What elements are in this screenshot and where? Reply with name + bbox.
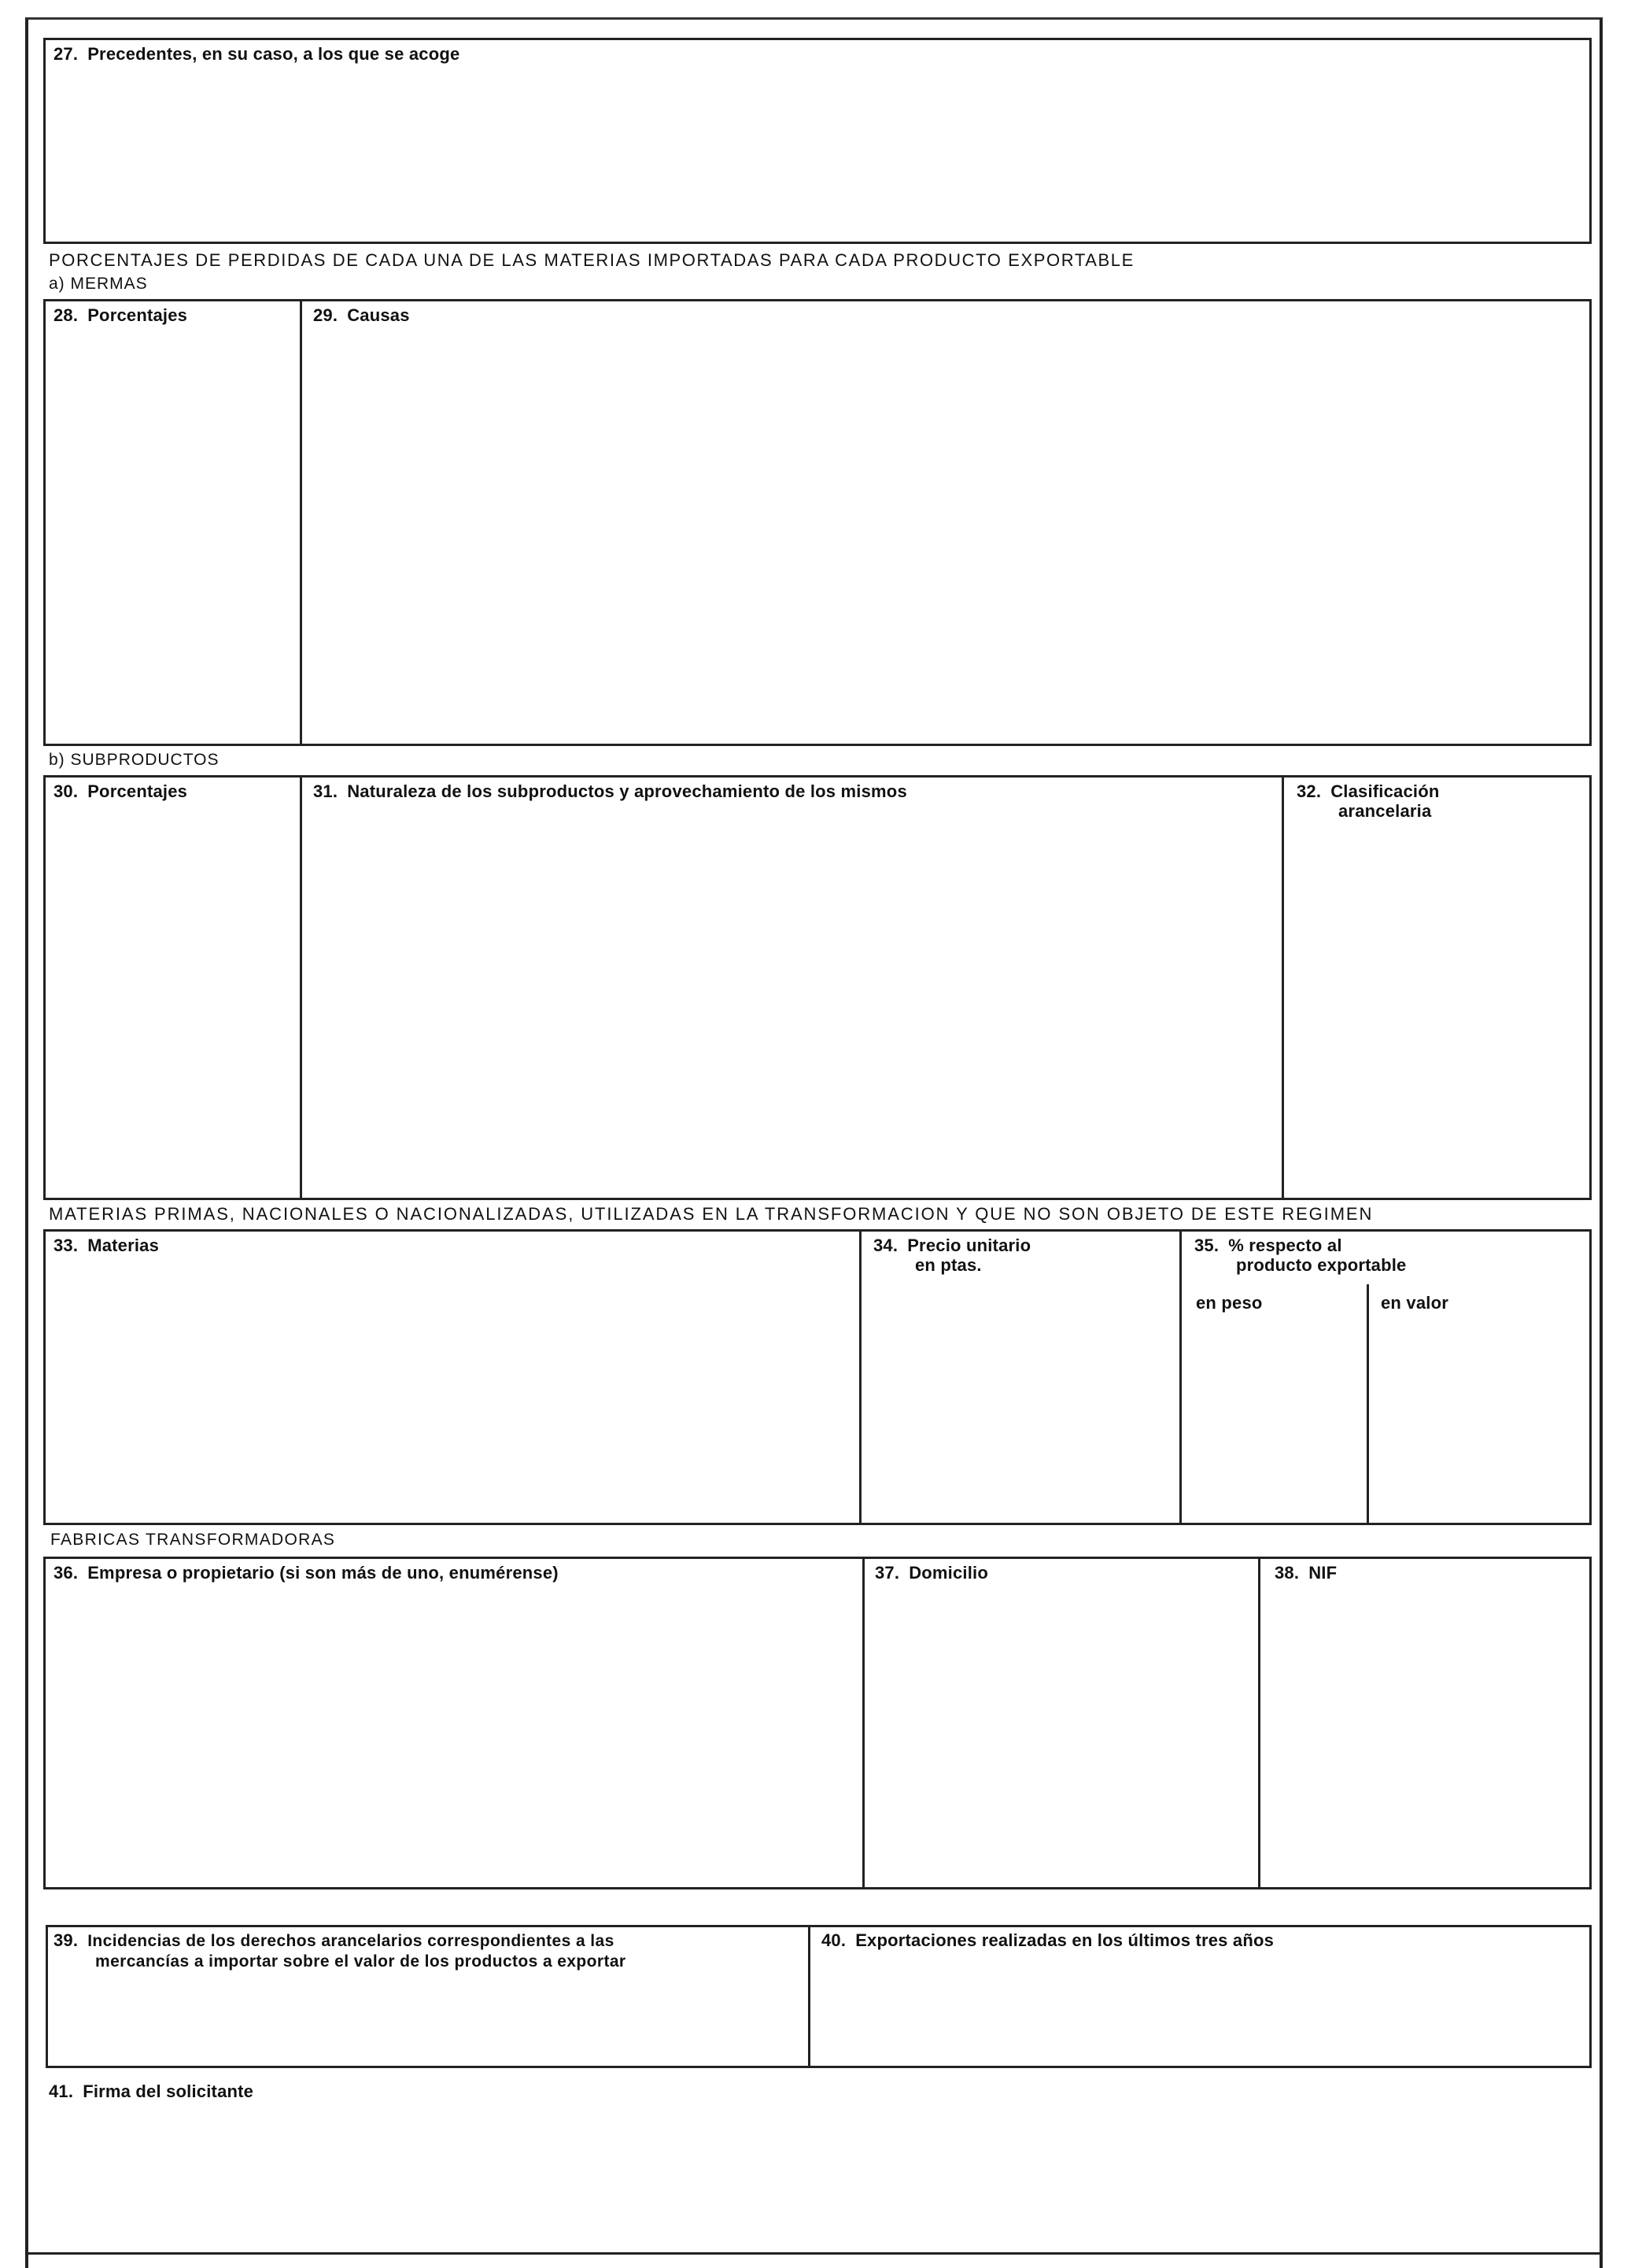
field-39-text-2: mercancías a importar sobre el valor de los productos a exportar xyxy=(95,1952,626,1971)
field-33-number: 33. xyxy=(54,1236,79,1255)
fabricas-divider-1 xyxy=(862,1557,865,1889)
field-38-area[interactable] xyxy=(1262,1588,1589,1887)
field-35-label xyxy=(1194,1236,1407,1275)
field-27-box[interactable] xyxy=(43,38,1592,244)
field-28-area[interactable] xyxy=(46,331,297,744)
field-37-text: Domicilio xyxy=(909,1563,988,1583)
section-mermas-heading: a) MERMAS xyxy=(49,275,148,293)
field-36-text: Empresa o propietario (si son más de uno, enumérense) xyxy=(87,1563,559,1583)
section-subproductos-heading: b) SUBPRODUCTOS xyxy=(49,751,220,769)
field-39-label xyxy=(54,1930,626,1971)
field-38-text: NIF xyxy=(1308,1563,1338,1583)
field-35-text-1: % respecto al xyxy=(1228,1236,1342,1255)
field-28-text: Porcentajes xyxy=(87,305,188,325)
field-35-text-2: producto exportable xyxy=(1236,1255,1407,1275)
section-perdidas-heading: PORCENTAJES DE PERDIDAS DE CADA UNA DE LAS MATERIAS IMPORTADAS PARA CADA PRODUCTO EXPORTABLE xyxy=(49,250,1135,270)
field-27-text: Precedentes, en su caso, a los que se acoge xyxy=(87,44,460,64)
field-32-text-2: arancelaria xyxy=(1338,801,1432,821)
field-28-label xyxy=(54,305,187,325)
field-29-area[interactable] xyxy=(304,331,1589,744)
subproductos-divider-1 xyxy=(300,775,302,1200)
field-35-sub-valor: en valor xyxy=(1381,1293,1448,1313)
field-29-label xyxy=(313,305,410,325)
incidencias-divider xyxy=(808,1925,810,2068)
signature-area[interactable] xyxy=(31,2109,1597,2251)
field-32-number: 32. xyxy=(1297,781,1322,801)
field-37-label xyxy=(875,1563,988,1583)
field-33-text: Materias xyxy=(87,1236,160,1255)
field-40-text: Exportaciones realizadas en los últimos tres años xyxy=(855,1930,1275,1950)
field-35-sub-peso: en peso xyxy=(1196,1293,1263,1313)
field-31-number: 31. xyxy=(313,781,338,801)
field-38-label xyxy=(1275,1563,1337,1583)
field-36-number: 36. xyxy=(54,1563,79,1583)
bottom-border xyxy=(25,2252,1603,2255)
materias-divider-2 xyxy=(1179,1229,1182,1525)
field-29-number: 29. xyxy=(313,305,338,325)
field-33-area[interactable] xyxy=(46,1259,856,1523)
field-31-text: Naturaleza de los subproductos y aprovechamiento de los mismos xyxy=(347,781,907,801)
field-33-label xyxy=(54,1236,159,1255)
field-37-number: 37. xyxy=(875,1563,900,1583)
field-27-label xyxy=(54,44,459,64)
field-41-label xyxy=(49,2081,253,2101)
mermas-divider xyxy=(300,299,302,746)
field-30-text: Porcentajes xyxy=(87,781,188,801)
field-39-area[interactable] xyxy=(48,1975,806,2066)
field-31-label xyxy=(313,781,907,801)
field-34-text-1: Precio unitario xyxy=(907,1236,1031,1255)
subproductos-divider-2 xyxy=(1282,775,1284,1200)
field-30-area[interactable] xyxy=(46,807,297,1198)
field-31-area[interactable] xyxy=(304,807,1279,1198)
field-36-area[interactable] xyxy=(46,1588,860,1887)
fabricas-divider-2 xyxy=(1258,1557,1260,1889)
field-40-area[interactable] xyxy=(812,1956,1589,2066)
field-35-peso-area[interactable] xyxy=(1183,1318,1364,1523)
materias-divider-3 xyxy=(1367,1284,1369,1525)
field-34-area[interactable] xyxy=(863,1279,1176,1523)
field-32-text-1: Clasificación xyxy=(1330,781,1440,801)
field-30-number: 30. xyxy=(54,781,79,801)
field-40-number: 40. xyxy=(821,1930,847,1950)
field-39-text-1: Incidencias de los derechos arancelarios correspondientes a las xyxy=(87,1932,614,1950)
field-28-number: 28. xyxy=(54,305,79,325)
field-41-number: 41. xyxy=(49,2081,74,2101)
field-37-area[interactable] xyxy=(866,1588,1256,1887)
field-39-number: 39. xyxy=(54,1930,79,1950)
materias-divider-1 xyxy=(859,1229,862,1525)
field-27-number: 27. xyxy=(54,44,79,64)
section-fabricas-heading: FABRICAS TRANSFORMADORAS xyxy=(50,1531,336,1549)
field-35-number: 35. xyxy=(1194,1236,1220,1255)
section-materias-primas-heading: MATERIAS PRIMAS, NACIONALES O NACIONALIZADAS, UTILIZADAS EN LA TRANSFORMACION Y QUE NO SON OBJETO DE ESTE REGIMEN xyxy=(49,1204,1374,1224)
field-38-number: 38. xyxy=(1275,1563,1300,1583)
field-40-label xyxy=(821,1930,1274,1950)
field-34-label xyxy=(873,1236,1031,1275)
field-30-label xyxy=(54,781,187,801)
field-41-text: Firma del solicitante xyxy=(83,2081,254,2101)
field-34-text-2: en ptas. xyxy=(915,1255,982,1275)
field-32-area[interactable] xyxy=(1286,826,1589,1198)
field-34-number: 34. xyxy=(873,1236,899,1255)
field-35-valor-area[interactable] xyxy=(1371,1318,1589,1523)
field-36-label xyxy=(54,1563,559,1583)
field-29-text: Causas xyxy=(347,305,410,325)
field-32-label xyxy=(1297,781,1440,821)
